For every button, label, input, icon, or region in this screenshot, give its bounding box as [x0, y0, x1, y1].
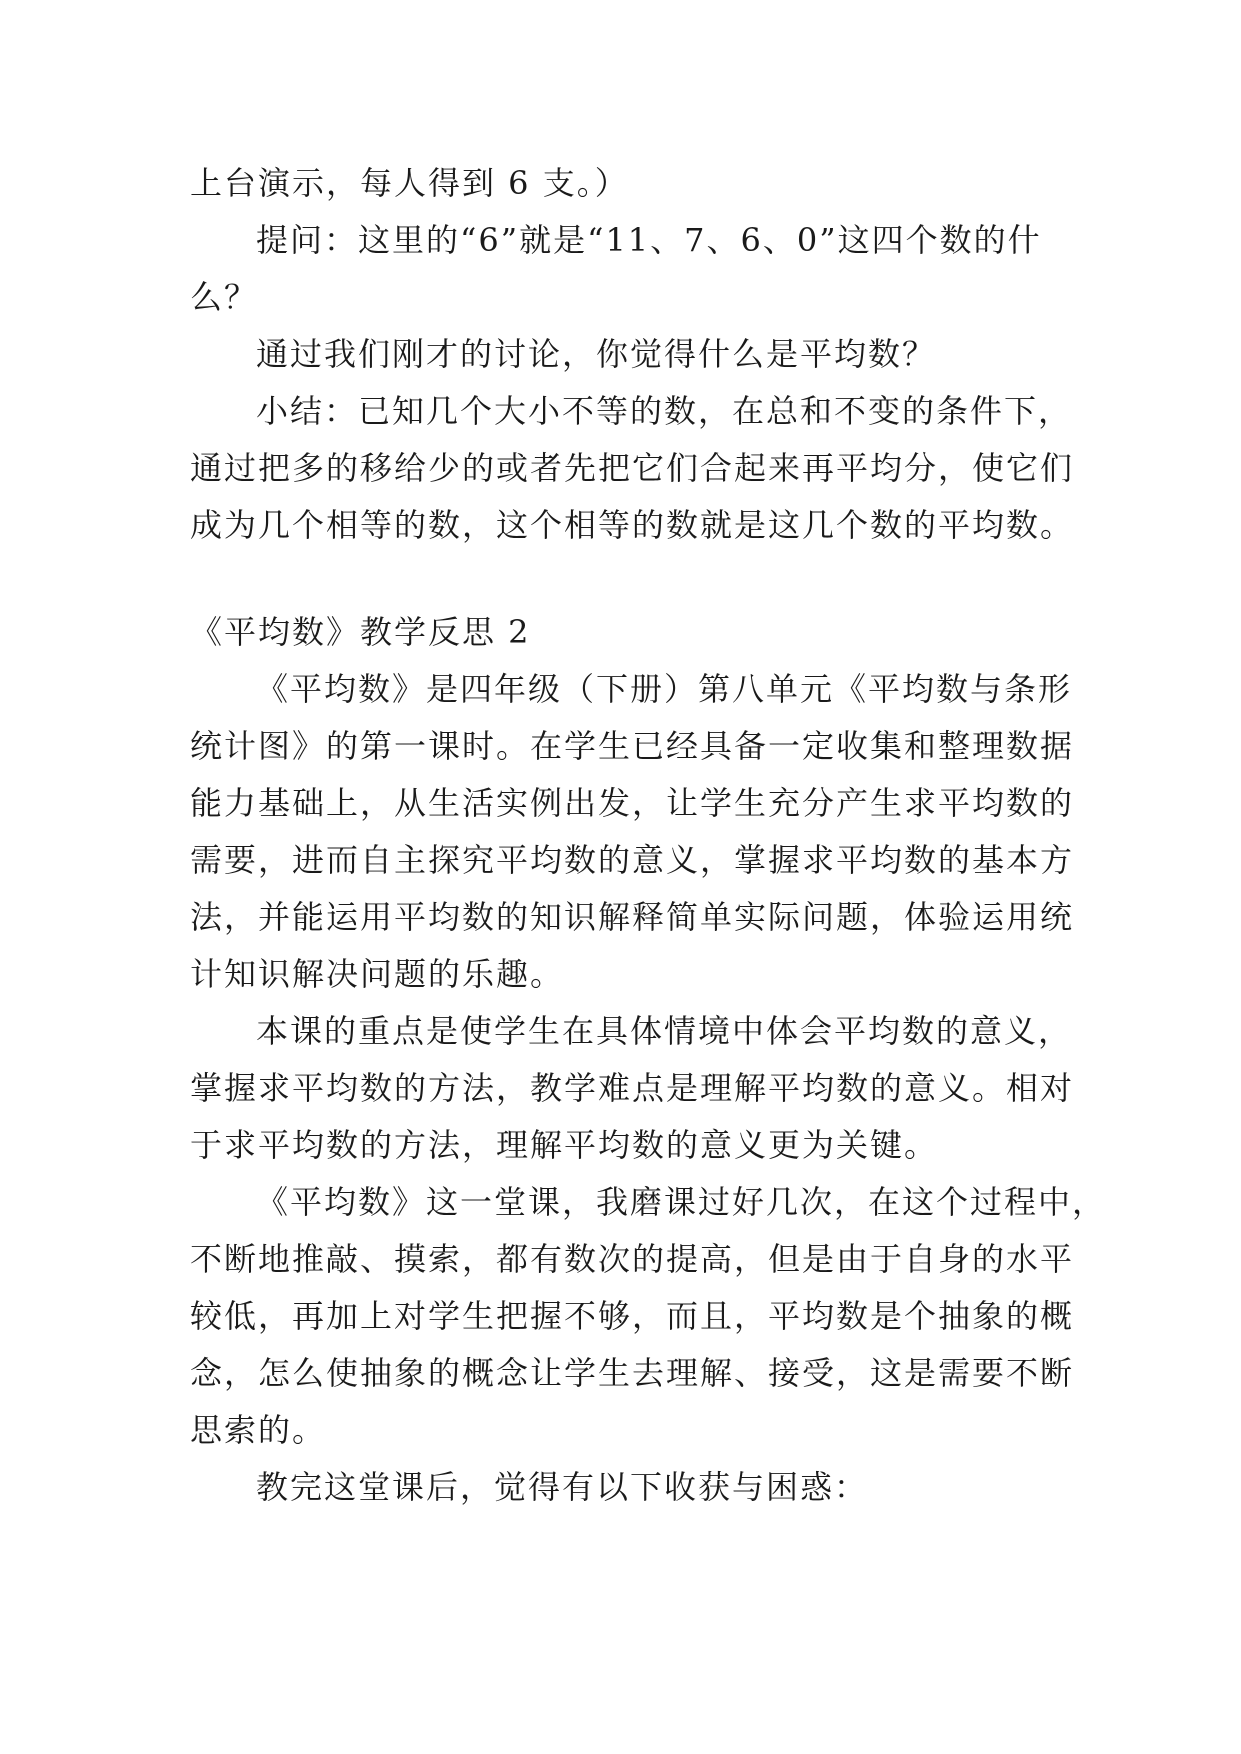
text-line: 通过把多的移给少的或者先把它们合起来再平均分，使它们 [190, 449, 1075, 487]
document-page [190, 155, 1107, 1516]
text-line: 念，怎么使抽象的概念让学生去理解、接受，这是需要不断 [190, 1354, 1075, 1392]
text-line: 能力基础上，从生活实例出发，让学生充分产生求平均数的 [190, 784, 1075, 822]
text-line: 思索的。 [190, 1411, 327, 1449]
section-title: 《平均数》教学反思 2 [190, 613, 531, 651]
text-line: 《平均数》这一堂课，我磨课过好几次，在这个过程中， [256, 1183, 1107, 1221]
text-line: 提问：这里的“6”就是“11、7、6、0”这四个数的什 [256, 221, 1042, 259]
text-line: 较低，再加上对学生把握不够，而且，平均数是个抽象的概 [190, 1297, 1075, 1335]
section-gap [190, 554, 1070, 604]
text-line: 计知识解决问题的乐趣。 [190, 955, 565, 993]
text-line: 于求平均数的方法，理解平均数的意义更为关键。 [190, 1126, 939, 1164]
text-line: 不断地推敲、摸索，都有数次的提高，但是由于自身的水平 [190, 1240, 1075, 1278]
text-line: 小结：已知几个大小不等的数，在总和不变的条件下， [256, 392, 1073, 430]
text-line: 么？ [190, 278, 259, 316]
text-line: 上台演示，每人得到 6 支。） [190, 164, 629, 202]
text-line: 本课的重点是使学生在具体情境中体会平均数的意义， [256, 1012, 1073, 1050]
text-line: 掌握求平均数的方法，教学难点是理解平均数的意义。相对 [190, 1069, 1075, 1107]
text-line: 统计图》的第一课时。在学生已经具备一定收集和整理数据 [190, 727, 1075, 765]
text-line: 《平均数》是四年级（下册）第八单元《平均数与条形 [256, 670, 1073, 708]
text-line: 通过我们刚才的讨论，你觉得什么是平均数？ [256, 335, 937, 373]
text-line: 成为几个相等的数，这个相等的数就是这几个数的平均数。 [190, 506, 1075, 544]
text-line: 教完这堂课后，觉得有以下收获与困惑： [256, 1468, 869, 1506]
text-line: 法，并能运用平均数的知识解释简单实际问题，体验运用统 [190, 898, 1075, 936]
text-line: 需要，进而自主探究平均数的意义，掌握求平均数的基本方 [190, 841, 1075, 879]
